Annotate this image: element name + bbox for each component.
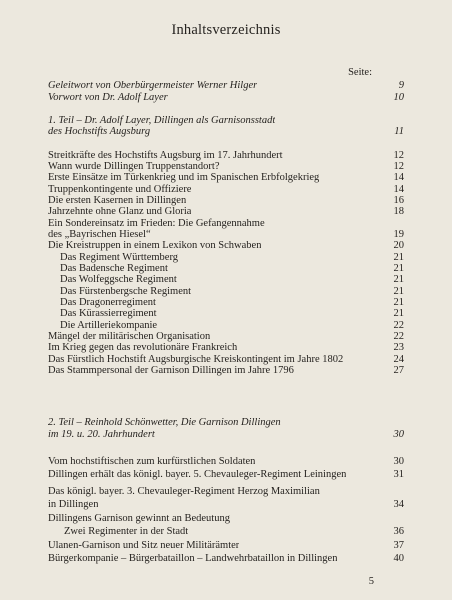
toc-entry-label: Das Badensche Regiment xyxy=(60,263,168,274)
toc-entry-page: 22 xyxy=(393,331,404,342)
toc-entry-label: Das Fürstlich Hochstift Augsburgische Kreiskontingent im Jahre 1802 xyxy=(48,354,344,365)
toc-entry-label: Das Fürstenbergsche Regiment xyxy=(60,286,192,297)
toc-entry-page: 14 xyxy=(393,184,404,195)
toc-entry-label: Streitkräfte des Hochstifts Augsburg im 17. Jahrhundert xyxy=(48,150,283,161)
toc-entry-label: Die Kreistruppen in einem Lexikon von Schwaben xyxy=(48,240,262,251)
toc-entry-page: 12 xyxy=(393,150,404,161)
toc-entry-page: 30 xyxy=(393,456,404,467)
toc-entry-page: 10 xyxy=(393,92,404,103)
toc-entry-page: 18 xyxy=(393,206,404,217)
toc-entry-page: 9 xyxy=(398,80,404,91)
toc-entry-label: Die Artilleriekompanie xyxy=(60,320,158,331)
toc-entry-page: 40 xyxy=(393,553,404,564)
toc-entry-label: Die ersten Kasernen in Dillingen xyxy=(48,195,187,206)
toc-entry-label: 2. Teil – Reinhold Schönwetter, Die Garnison Dillingen xyxy=(48,417,281,428)
toc-entry-label: Das königl. bayer. 3. Chevauleger-Regiment Herzog Maximilian xyxy=(48,486,320,497)
toc-entry-label: in Dillingen xyxy=(48,499,99,510)
toc-entry-label: Geleitwort von Oberbürgermeister Werner Hilger xyxy=(48,80,258,91)
page-number: 5 xyxy=(368,576,374,587)
toc-entry-label: Ulanen-Garnison und Sitz neuer Militärämter xyxy=(48,540,240,551)
toc-entry-label: Mängel der militärischen Organisation xyxy=(48,331,211,342)
toc-entry-page: 37 xyxy=(393,540,404,551)
toc-entry-label: Im Krieg gegen das revolutionäre Frankreich xyxy=(48,342,238,353)
toc-entry-label: des „Bayrischen Hiesel“ xyxy=(48,229,151,240)
toc-entry-label: Dillingen erhält das königl. bayer. 5. Chevauleger-Regiment Leiningen xyxy=(48,469,347,480)
toc-entry-page: 14 xyxy=(393,172,404,183)
toc-entry-page: 21 xyxy=(393,252,404,263)
toc-entry-page: 21 xyxy=(393,297,404,308)
toc-entry-page: 30 xyxy=(393,429,404,440)
toc-entry-page: 31 xyxy=(393,469,404,480)
toc-entry-label: 1. Teil – Dr. Adolf Layer, Dillingen als Garnisonsstadt xyxy=(48,115,276,126)
toc-entry-label: Das Wolfeggsche Regiment xyxy=(60,274,177,285)
toc-entry-label: Ein Sondereinsatz im Frieden: Die Gefangennahme xyxy=(48,218,265,229)
toc-entry-page: 12 xyxy=(393,161,404,172)
toc-entry-label: Erste Einsätze im Türkenkrieg und im Spanischen Erbfolgekrieg xyxy=(48,172,320,183)
toc-entry-page: 24 xyxy=(393,354,404,365)
toc-entry-page: 23 xyxy=(393,342,404,353)
toc-entry-label: des Hochstifts Augsburg xyxy=(48,126,151,137)
toc-entry-page: 21 xyxy=(393,263,404,274)
toc-entry-label: Vom hochstiftischen zum kurfürstlichen Soldaten xyxy=(48,456,256,467)
toc-entry-label: Zwei Regimenter in der Stadt xyxy=(64,526,189,537)
toc-entry-page: 11 xyxy=(394,126,404,137)
toc-entry-label: im 19. u. 20. Jahrhundert xyxy=(48,429,155,440)
toc-entry-label: Das Stammpersonal der Garnison Dillingen im Jahre 1796 xyxy=(48,365,294,376)
page-title: Inhaltsverzeichnis xyxy=(171,22,281,38)
toc-entry-label: Jahrzehnte ohne Glanz und Gloria xyxy=(48,206,192,217)
toc-entry-page: 21 xyxy=(393,308,404,319)
toc-entry-page: 20 xyxy=(393,240,404,251)
toc-entry-label: Das Regiment Württemberg xyxy=(60,252,179,263)
toc-entry-page: 21 xyxy=(393,274,404,285)
toc-entry-page: 22 xyxy=(393,320,404,331)
toc-entry-label: Das Dragonerregiment xyxy=(60,297,156,308)
toc-entry-label: Dillingens Garnison gewinnt an Bedeutung xyxy=(48,513,230,524)
toc-entry-page: 34 xyxy=(393,499,404,510)
toc-entry-label: Truppenkontingente und Offiziere xyxy=(48,184,192,195)
toc-entry-label: Bürgerkompanie – Bürgerbataillon – Landwehrbataillon in Dillingen xyxy=(48,553,338,564)
toc-entry-label: Das Kürassierregiment xyxy=(60,308,157,319)
toc-entry-label: Wann wurde Dillingen Truppenstandort? xyxy=(48,161,220,172)
toc-entry-page: 36 xyxy=(393,526,404,537)
toc-entry-page: 16 xyxy=(393,195,404,206)
toc-entry-label: Vorwort von Dr. Adolf Layer xyxy=(48,92,168,103)
seite-header: Seite: xyxy=(348,67,372,78)
toc-entry-page: 19 xyxy=(393,229,404,240)
toc-entry-page: 21 xyxy=(393,286,404,297)
toc-entry-page: 27 xyxy=(393,365,404,376)
